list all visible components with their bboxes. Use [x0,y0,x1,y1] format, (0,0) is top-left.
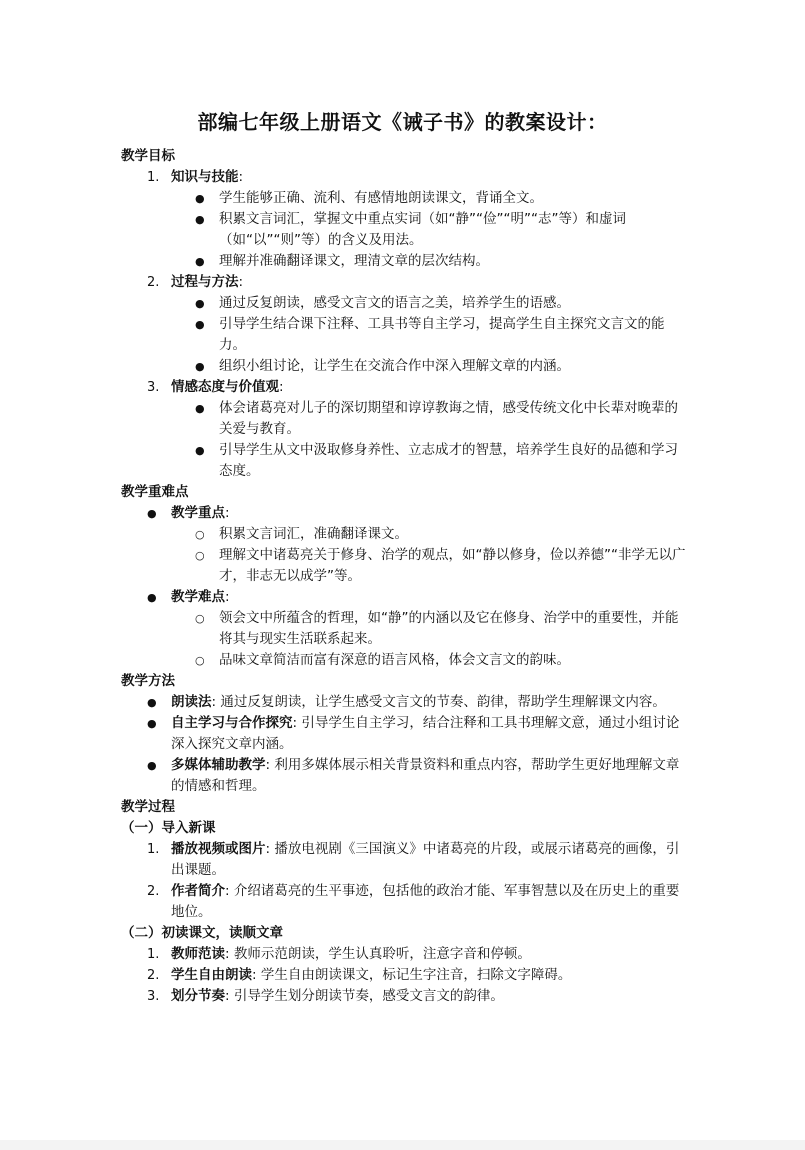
section-heading-keypoints: 教学重难点 [121,484,189,500]
list-item: ● 教学难点: [121,587,691,608]
bullet-icon: ● [195,297,205,310]
document-title: 部编七年级上册语文《诫子书》的教案设计： [197,110,608,134]
bullet-icon: ● [147,759,157,772]
item-label: 划分节奏 [171,988,225,1004]
item-label: 作者简介 [171,883,225,899]
circle-bullet-icon: ○ [195,654,205,667]
item-label: 知识与技能 [171,169,239,185]
list-item: 2. 作者简介: 介绍诸葛亮的生平事迹，包括他的政治才能、军事智慧以及在历史上的重要地位。 [147,883,680,920]
bullet-icon: ● [195,402,205,415]
list-number: 3. [147,380,160,395]
list-number: 1. [147,170,160,185]
item-label: 播放视频或图片 [171,841,266,857]
item-label: 多媒体辅助教学 [171,757,266,773]
circle-bullet-icon: ○ [195,528,205,541]
list-item: ● 通过反复朗读，感受文言文的语言之美，培养学生的语感。 [121,293,691,314]
list-item: 2. 学生自由朗读: 学生自由朗读课文，标记生字注音，扫除文字障碍。 [121,965,691,986]
list-item: ● 积累文言词汇，掌握文中重点实词（如“静”“俭”“明”“志”等）和虚词（如“以”“则”等）的含义及用法。 [195,211,626,248]
list-item: ● 理解并准确翻译课文，理清文章的层次结构。 [121,251,691,272]
subsection-title: （二）初读课文，读顺文章 [121,925,283,941]
section-heading-methods: 教学方法 [121,673,175,689]
item-label: 教学重点 [171,505,225,521]
subsection-title: （一）导入新课 [121,820,216,836]
list-number: 1. [147,947,160,962]
list-item: ● 教学重点: [121,503,691,524]
list-item: ● 体会诸葛亮对儿子的深切期望和谆谆教诲之情，感受传统文化中长辈对晚辈的关爱与教育。 [195,400,678,437]
bullet-icon: ● [195,360,205,373]
list-item: 1. 播放视频或图片: 播放电视剧《三国演义》中诸葛亮的片段，或展示诸葛亮的画像，引出课题。 [147,841,680,878]
list-item: ○ 积累文言词汇，准确翻译课文。 [121,524,691,545]
list-number: 2. [147,275,160,290]
bullet-icon: ● [195,213,205,226]
list-item: ● 自主学习与合作探究: 引导学生自主学习，结合注释和工具书理解文意，通过小组讨论深入探究文章内涵。 [147,715,680,752]
list-item: ○ 品味文章简洁而富有深意的语言风格，体会文言文的韵味。 [121,650,691,671]
bullet-icon: ● [147,717,157,730]
bullet-icon: ● [195,255,205,268]
list-item: ● 多媒体辅助教学: 利用多媒体展示相关背景资料和重点内容，帮助学生更好地理解文章的情感和哲理。 [147,757,680,794]
circle-bullet-icon: ○ [195,612,205,625]
list-item: ● 引导学生从文中汲取修身养性、立志成才的智慧，培养学生良好的品德和学习态度。 [195,442,678,479]
list-number: 1. [147,842,160,857]
circle-bullet-icon: ○ [195,549,205,562]
list-item: ● 组织小组讨论，让学生在交流合作中深入理解文章的内涵。 [121,356,691,377]
bullet-icon: ● [147,696,157,709]
document-body [121,146,691,1007]
list-item: 1. 知识与技能: [121,167,691,188]
item-label: 教学难点 [171,589,225,605]
list-item: ● 朗读法: 通过反复朗读，让学生感受文言文的节奏、韵律，帮助学生理解课文内容。 [121,692,691,713]
list-item: ○ 领会文中所蕴含的哲理，如“静”的内涵以及它在修身、治学中的重要性，并能将其与现实生活联系起来。 [195,610,679,647]
section-heading-goals: 教学目标 [121,148,175,164]
item-label: 过程与方法 [171,274,239,290]
list-item: ○ 理解文中诸葛亮关于修身、治学的观点，如“静以修身，俭以养德”“非学无以广才，非志无以成学”等。 [195,547,686,584]
item-label: 教师范读 [171,946,225,962]
list-number: 3. [147,989,160,1004]
list-item: ● 引导学生结合课下注释、工具书等自主学习，提高学生自主探究文言文的能力。 [195,316,665,353]
list-number: 2. [147,884,160,899]
list-number: 2. [147,968,160,983]
bullet-icon: ● [147,591,157,604]
list-item: 3. 情感态度与价值观: [121,377,691,398]
section-heading-process: 教学过程 [121,799,175,815]
item-label: 情感态度与价值观 [171,379,279,395]
bullet-icon: ● [195,318,205,331]
bullet-icon: ● [195,192,205,205]
list-item: 1. 教师范读: 教师示范朗读，学生认真聆听，注意字音和停顿。 [121,944,691,965]
list-item: ● 学生能够正确、流利、有感情地朗读课文，背诵全文。 [121,188,691,209]
list-item: 2. 过程与方法: [121,272,691,293]
item-label: 朗读法 [171,694,212,710]
list-item: 3. 划分节奏: 引导学生划分朗读节奏，感受文言文的韵律。 [121,986,691,1007]
item-label: 学生自由朗读 [171,967,252,983]
bullet-icon: ● [147,507,157,520]
bullet-icon: ● [195,444,205,457]
item-label: 自主学习与合作探究 [171,715,293,731]
